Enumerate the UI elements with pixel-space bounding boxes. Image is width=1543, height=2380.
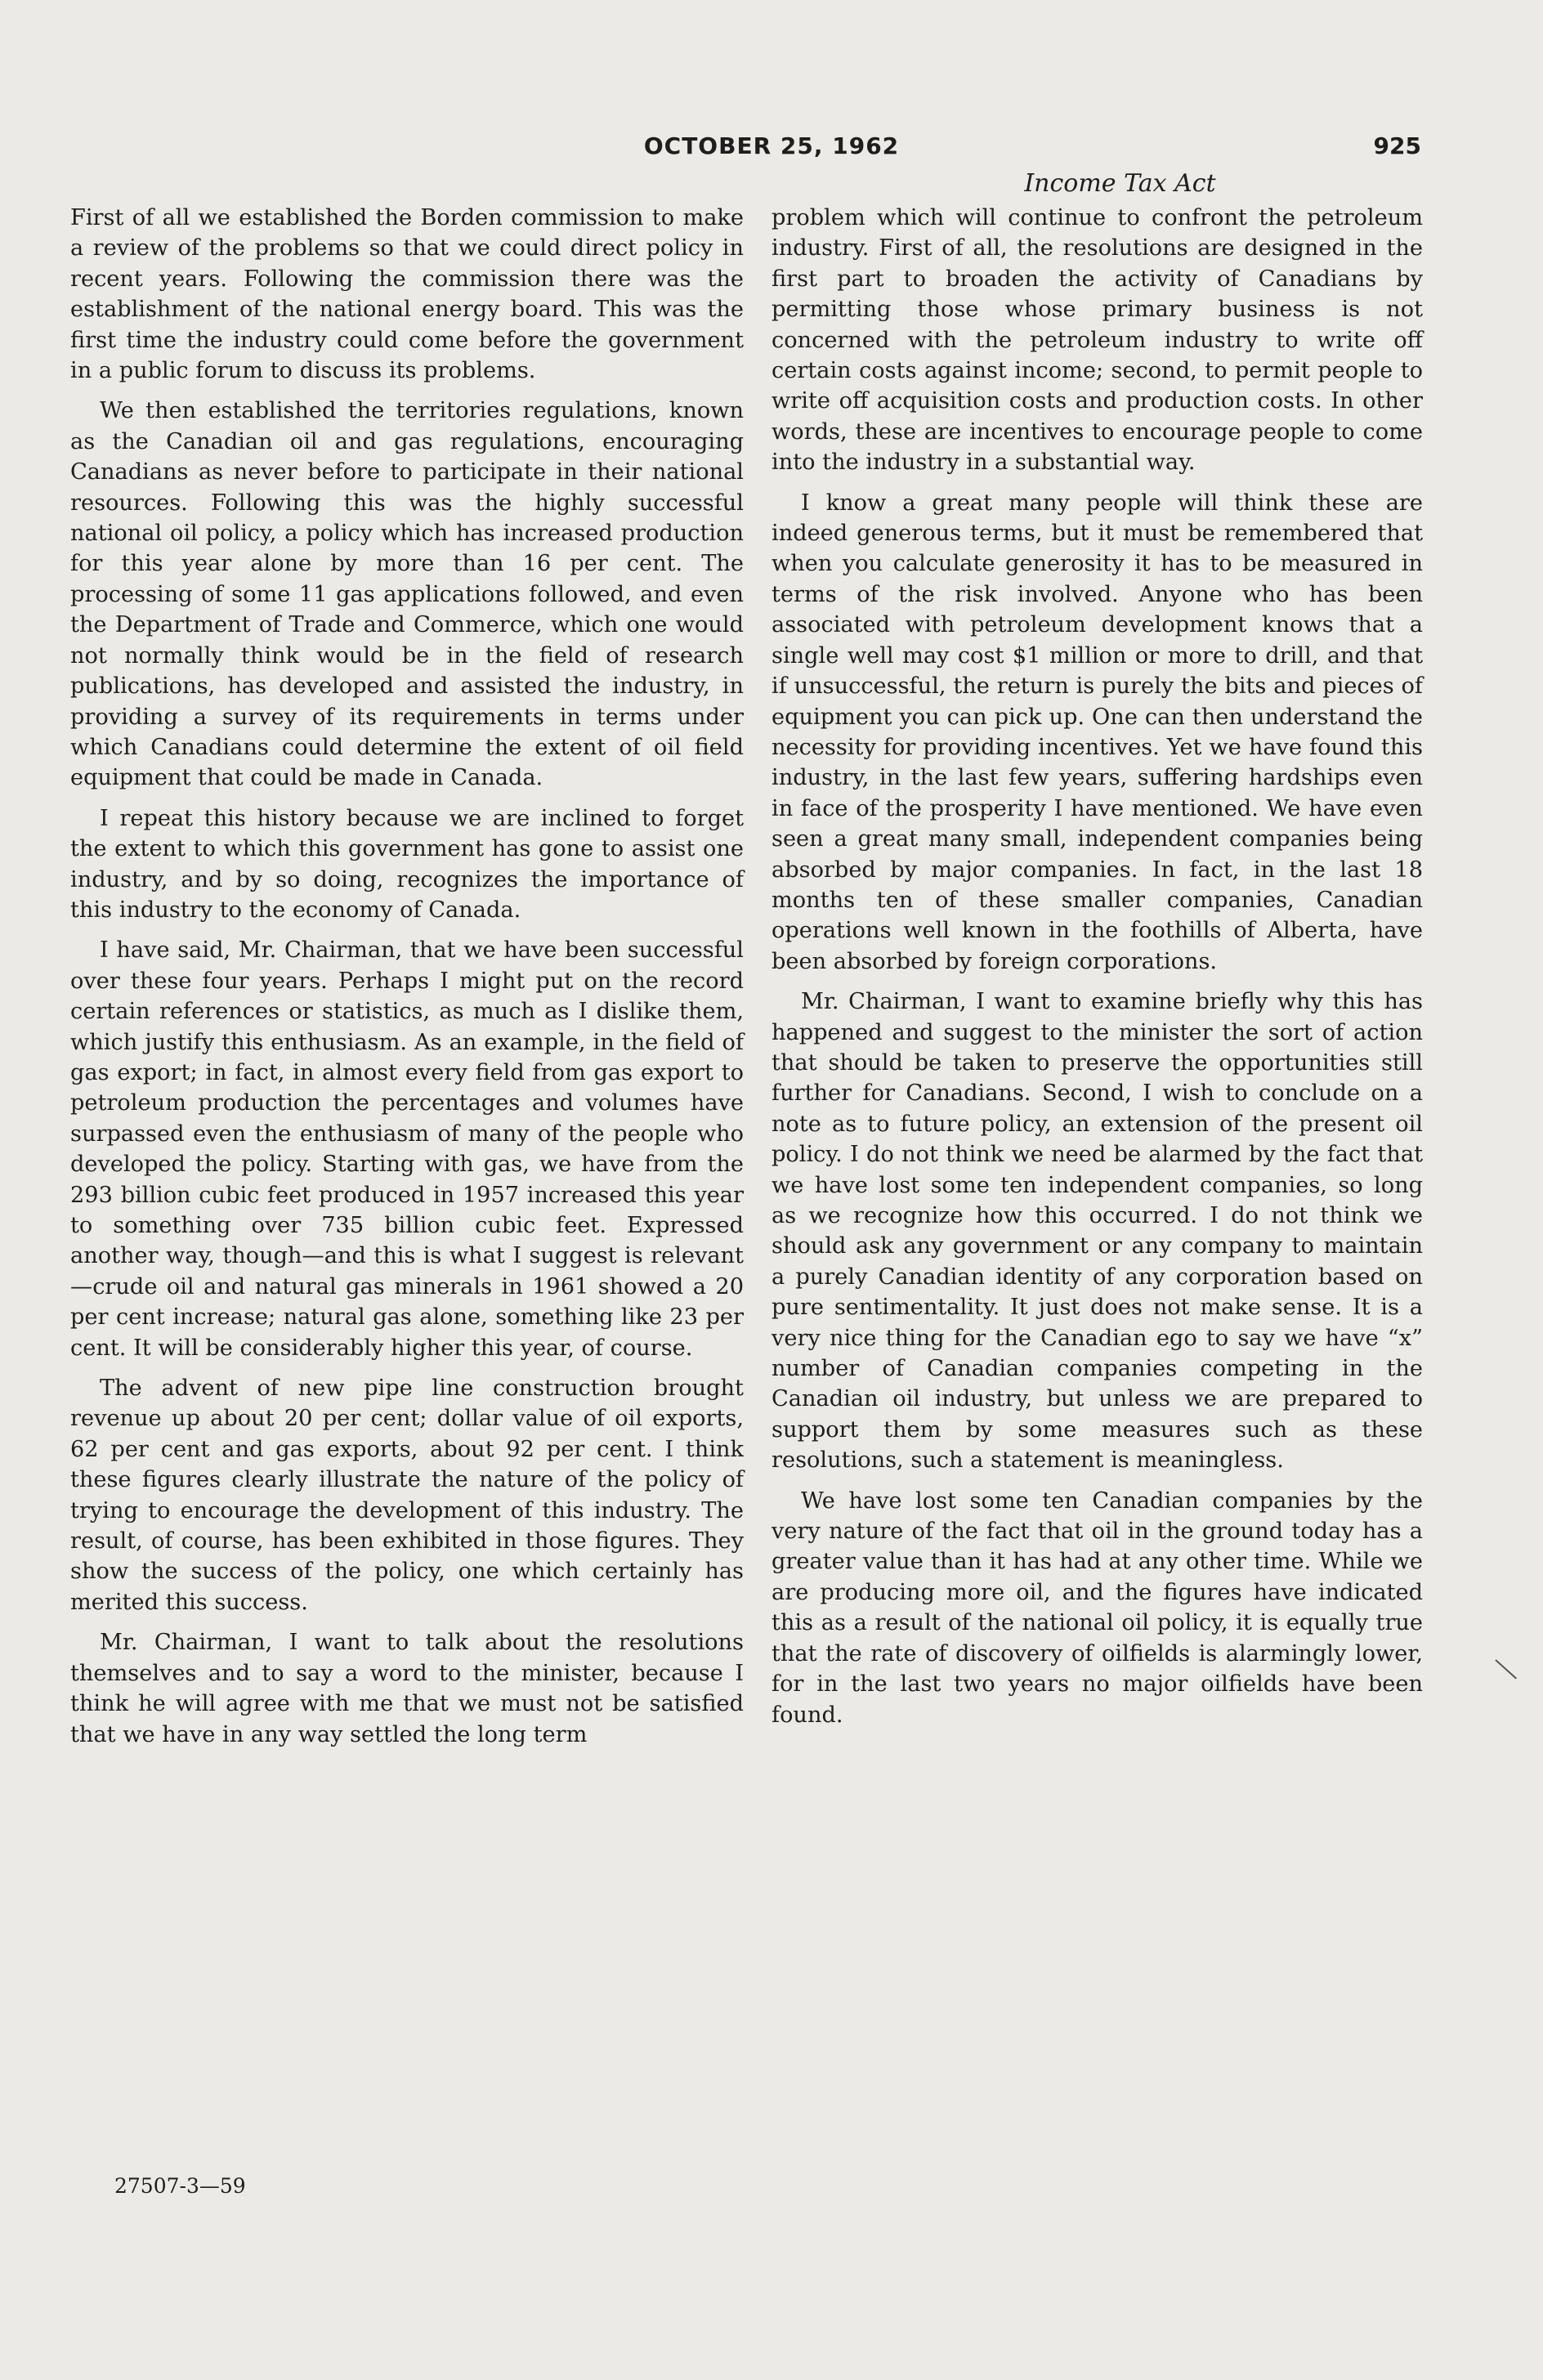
paragraph: I have said, Mr. Chairman, that we have been successful over these four years. Perhaps I might put on the record certain references or statistics, as much as I dislike them, which justify this enthusiasm. As an example, in the field of gas export; in fact, in almost every field from gas export to petroleum production the percentages and volumes have surpassed even the enthusiasm of many of the people who developed the policy. Starting with gas, we have from the 293 billion cubic feet produced in 1957 increased this year to something over 735 billion cubic feet. Expressed another way, though—and this is what I suggest is relevant—crude oil and natural gas minerals in 1961 showed a 20 per cent increase; natural gas alone, something like 23 per cent. It will be considerably higher this year, of course. [70, 937, 744, 1361]
margin-mark [1495, 1659, 1517, 1679]
paragraph: I repeat this history because we are inclined to forget the extent to which this government has gone to assist one industry, and by so doing, recognizes the importance of this industry to the economy of Canada. [70, 805, 744, 923]
running-head: Income Tax Act [1024, 169, 1216, 198]
paragraph: The advent of new pipe line construction brought revenue up about 20 per cent; dollar value of oil exports, 62 per cent and gas exports, about 92 per cent. I think these figures clearly illustrate the nature of the policy of trying to encourage the development of this industry. The result, of course, has been exhibited in those figures. They show the success of the policy, one which certainly has merited this success. [70, 1376, 744, 1615]
paragraph: First of all we established the Borden commission to make a review of the problems so that we could direct policy in recent years. Following the commission there was the establishment of the national energy board. This was the first time the industry could come before the government in a public forum to discuss its problems. [70, 205, 744, 384]
paragraph: problem which will continue to confront the petroleum industry. First of all, the resolutions are designed in the first part to broaden the activity of Canadians by permitting those whose primary business is not concerned with the petroleum industry to write off certain costs against income; second, to permit people to write off acquisition costs and production costs. In other words, these are incentives to encourage people to come into the industry in a substantial way. [772, 205, 1423, 476]
paragraph: I know a great many people will think these are indeed generous terms, but it must be remembered that when you calculate generosity it has to be measured in terms of the risk involved. Anyone who has been associated with petroleum development knows that a single well may cost $1 million or more to drill, and that if unsuccessful, the return is purely the bits and pieces of equipment you can pick up. One can then understand the necessity for providing incentives. Yet we have found this industry, in the last few years, suffering hardships even in face of the prosperity I have mentioned. We have even seen a great many small, independent companies being absorbed by major companies. In fact, in the last 18 months ten of these smaller companies, Canadian operations well known in the foothills of Alberta, have been absorbed by foreign corporations. [772, 490, 1423, 974]
header-date: OCTOBER 25, 1962 [643, 132, 900, 159]
paragraph: Mr. Chairman, I want to talk about the resolutions themselves and to say a word to the minister, because I think he will agree with me that we must not be satisfied that we have in any way settled the long term [70, 1630, 744, 1747]
right-column [772, 203, 1423, 1730]
paragraph: Mr. Chairman, I want to examine briefly why this has happened and suggest to the minister the sort of action that should be taken to preserve the opportunities still further for Canadians. Second, I wish to conclude on a note as to future policy, an extension of the present oil policy. I do not think we need be alarmed by the fact that we have lost some ten independent companies, so long as we recognize how this occurred. I do not think we should ask any government or any company to maintain a purely Canadian identity of any corporation based on pure sentimentality. It just does not make sense. It is a very nice thing for the Canadian ego to say we have “x” number of Canadian companies competing in the Canadian oil industry, but unless we are prepared to support them by some measures such as these resolutions, such a statement is meaningless. [772, 989, 1423, 1474]
paragraph: We have lost some ten Canadian companies by the very nature of the fact that oil in the ground today has a greater value than it has had at any other time. While we are producing more oil, and the figures have indicated this as a result of the national oil policy, it is equally true that the rate of discovery of oilfields is alarmingly lower, for in the last two years no major oilfields have been found. [772, 1488, 1423, 1728]
page-number: 925 [1373, 132, 1421, 159]
paragraph: We then established the territories regulations, known as the Canadian oil and gas regulations, encouraging Canadians as never before to participate in their national resources. Following this was the highly successful national oil policy, a policy which has increased production for this year alone by more than 16 per cent. The processing of some 11 gas applications followed, and even the Department of Trade and Commerce, which one would not normally think would be in the field of research publications, has developed and assisted the industry, in providing a survey of its requirements in terms under which Canadians could determine the extent of oil field equipment that could be made in Canada. [70, 398, 744, 791]
left-column [70, 203, 744, 1750]
print-code: 27507-3—59 [114, 2174, 246, 2198]
